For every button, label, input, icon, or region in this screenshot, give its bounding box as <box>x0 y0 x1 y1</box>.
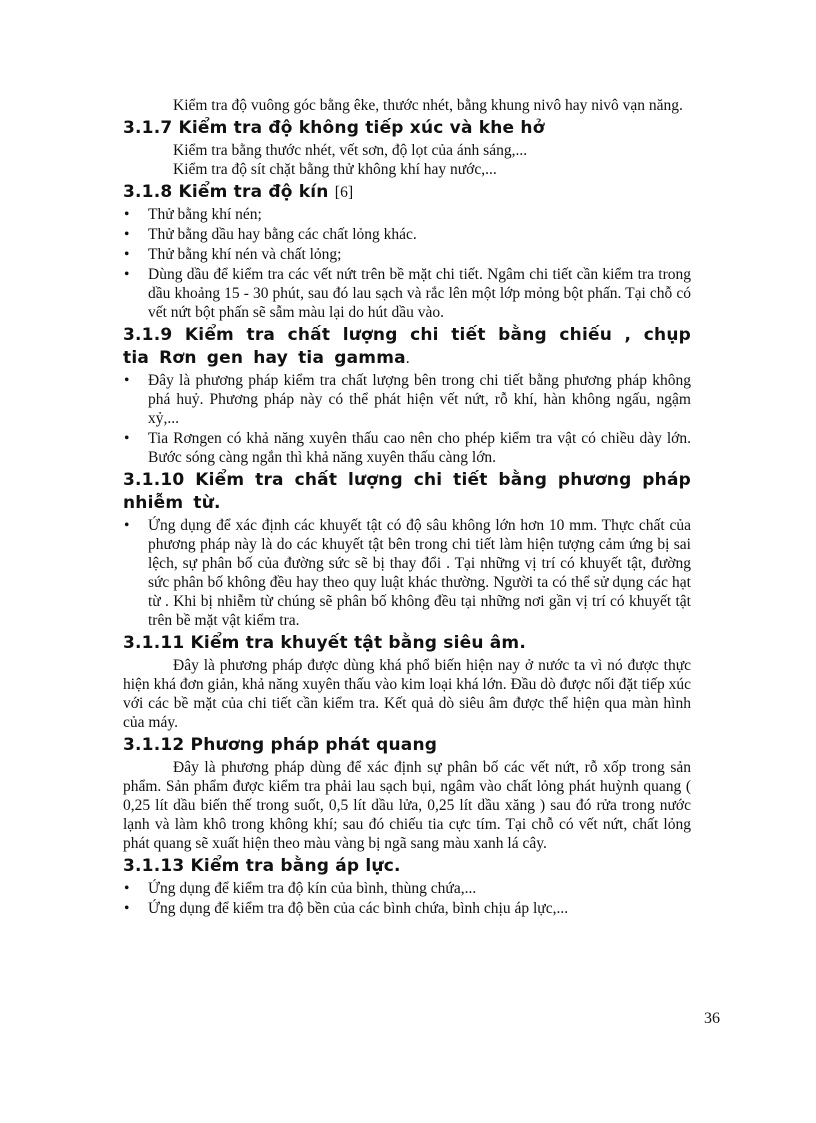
bullet-icon: • <box>124 206 130 223</box>
list-item <box>123 429 691 467</box>
list-item-text: Thử bằng khí nén và chất lỏng; <box>148 246 342 263</box>
bullet-icon: • <box>124 517 130 534</box>
s3112-paragraph: Đây là phương pháp dùng để xác định sự phân bố các vết nứt, rỗ xốp trong sản phẩm. Sản phẩm được kiểm tra phải lau sạch bụi, ngâm vào chất lỏng phát huỳnh quang ( 0,25 lít dầu biến thế trong suốt, 0,5 lít dầu lửa, 0,25 lít dầu xăng ) sau đó rửa trong nước lạnh và làm khô trong không khí; sau đó chiếu tia cực tím. Tại chỗ có vết nứt, chất lỏng phát quang sẽ xuất hiện theo màu vàng bị ngã sang màu xanh lá cây. <box>123 759 691 852</box>
list-item <box>123 516 691 630</box>
heading-3-1-9-period: . <box>405 350 410 367</box>
list-item-text: Thử bằng khí nén; <box>148 206 262 223</box>
bullet-icon: • <box>124 372 130 389</box>
bullet-icon: • <box>124 880 130 897</box>
list-item <box>123 371 691 428</box>
s317-line-1: Kiểm tra bằng thước nhét, vết sơn, độ lọt của ánh sáng,... <box>173 142 528 159</box>
bullet-icon: • <box>124 266 130 283</box>
list-item <box>123 265 691 322</box>
intro-paragraph: Kiểm tra độ vuông góc bằng êke, thước nhét, bằng khung nivô hay nivô vạn năng. <box>173 97 683 114</box>
heading-3-1-13: 3.1.13 Kiểm tra bằng áp lực. <box>123 856 401 876</box>
list-item <box>123 899 691 918</box>
s3110-bullet-list <box>123 516 691 630</box>
bullet-icon: • <box>124 900 130 917</box>
list-item-text: Ứng dụng để xác định các khuyết tật có độ sâu không lớn hơn 10 mm. Thực chất của phương pháp này là do các khuyết tật bên trong chi tiết làm hiện tượng cảm ứng bị sai lệch, sự phân bố của đường sức sẽ bị thay đổi . Tại những vị trí có khuyết tật, đường sức phân bố không đều hay theo quy luật khác thường. Người ta có thể sử dụng các hạt từ . Khi bị nhiễm từ chúng sẽ phân bố không đều tại những nơi gần vị trí có khuyết tật trên bề mặt vật kiểm tra. <box>148 517 691 629</box>
heading-3-1-8-text: 3.1.8 Kiểm tra độ kín <box>123 182 329 202</box>
list-item <box>123 245 691 264</box>
heading-3-1-8-ref: [6] <box>334 184 354 201</box>
list-item <box>123 205 691 224</box>
s3111-paragraph: Đây là phương pháp được dùng khá phổ biến hiện nay ở nước ta vì nó được thực hiện khá đơn giản, khả năng xuyên thấu vào kim loại khá lớn. Đầu dò được nối đặt tiếp xúc với các bề mặt của chi tiết cần kiểm tra. Kết quả dò siêu âm được thể hiện qua màn hình của máy. <box>123 657 691 731</box>
list-item-text: Đây là phương pháp kiểm tra chất lượng bên trong chi tiết bằng phương pháp không phá huỷ. Phương pháp này có thể phát hiện vết nứt, rỗ khí, hàn không ngấu, ngậm xỷ,... <box>148 372 691 427</box>
list-item-text: Ứng dụng để kiểm tra độ bền của các bình chứa, bình chịu áp lực,... <box>148 900 569 917</box>
heading-3-1-12: 3.1.12 Phương pháp phát quang <box>123 735 438 755</box>
s318-bullet-list <box>123 205 691 322</box>
s319-bullet-list <box>123 371 691 467</box>
page-number: 36 <box>704 1010 720 1027</box>
list-item <box>123 879 691 898</box>
page-content <box>123 96 691 919</box>
bullet-icon: • <box>124 430 130 447</box>
list-item-text: Tia Rơngen có khả năng xuyên thấu cao nên cho phép kiểm tra vật có chiều dày lớn. Bước sóng càng ngắn thì khả năng xuyên thấu càng lớn. <box>148 430 691 466</box>
list-item-text: Dùng dầu để kiểm tra các vết nứt trên bề mặt chi tiết. Ngâm chi tiết cần kiểm tra trong dầu khoảng 15 - 30 phút, sau đó lau sạch và rắc lên một lớp mỏng bột phấn. Tại chỗ có vết nứt bột phấn sẽ sẫm màu lại do hút dầu vào. <box>148 266 691 321</box>
bullet-icon: • <box>124 226 130 243</box>
list-item <box>123 225 691 244</box>
list-item-text: Thử bằng dầu hay bằng các chất lỏng khác. <box>148 226 417 243</box>
heading-3-1-7: 3.1.7 Kiểm tra độ không tiếp xúc và khe hở <box>123 118 545 138</box>
list-item-text: Ứng dụng để kiểm tra độ kín của bình, thùng chứa,... <box>148 880 477 897</box>
bullet-icon: • <box>124 246 130 263</box>
s3113-bullet-list <box>123 879 691 918</box>
heading-3-1-8 <box>123 181 691 204</box>
heading-3-1-11: 3.1.11 Kiểm tra khuyết tật bằng siêu âm. <box>123 633 526 653</box>
heading-3-1-10: 3.1.10 Kiểm tra chất lượng chi tiết bằng phương pháp nhiễm từ. <box>123 470 691 513</box>
s317-line-2: Kiểm tra độ sít chặt bằng thử không khí hay nước,... <box>173 161 497 178</box>
heading-3-1-9 <box>123 324 691 370</box>
heading-3-1-9-text: 3.1.9 Kiểm tra chất lượng chi tiết bằng chiếu , chụp tia Rơn gen hay tia gamma <box>123 325 691 368</box>
